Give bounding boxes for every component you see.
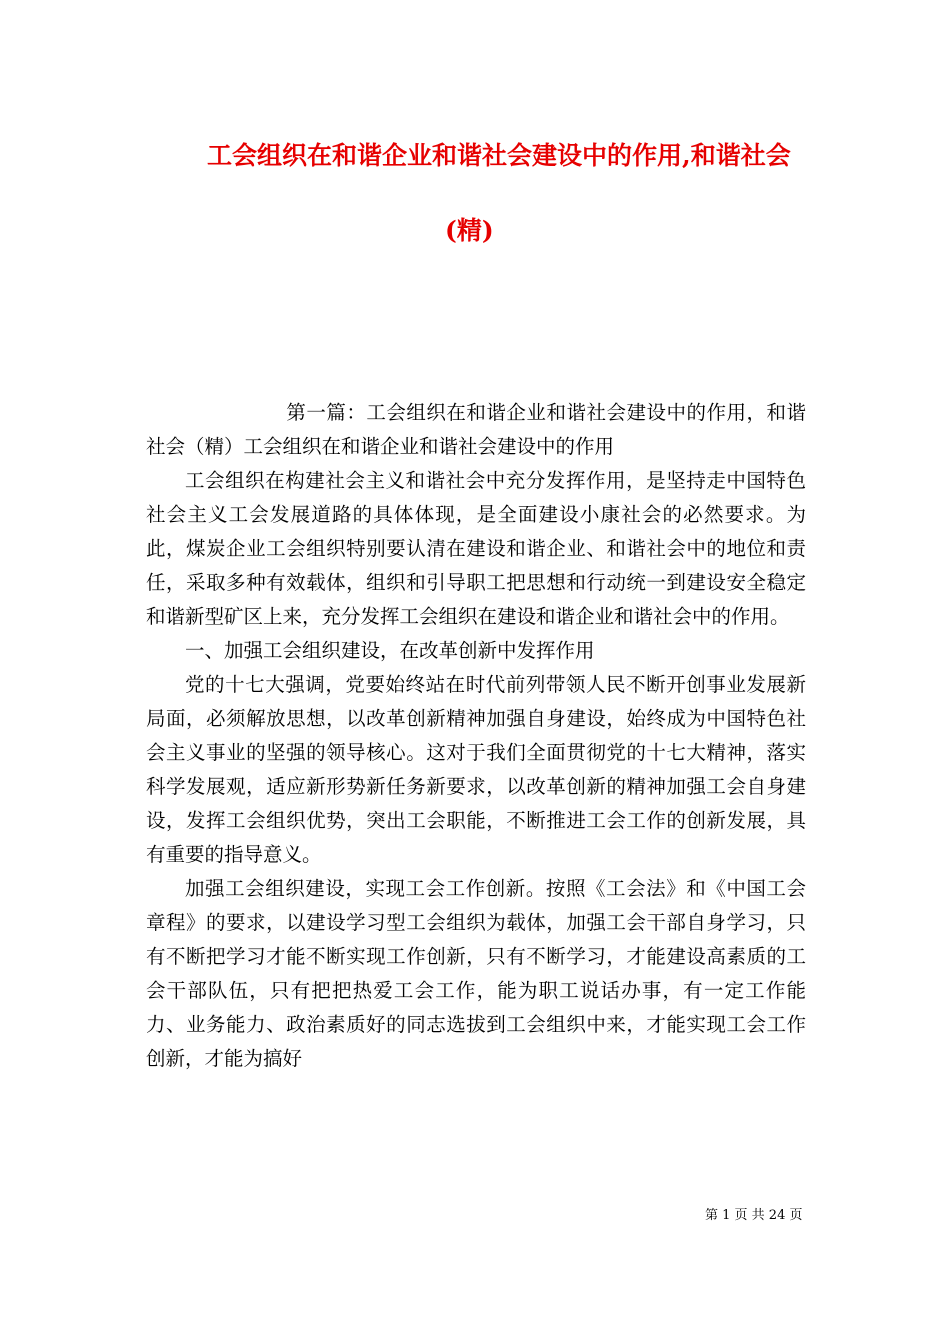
paragraph-3: 党的十七大强调，党要始终站在时代前列带领人民不断开创事业发展新局面，必须解放思想，以改革创新精神加强自身建设，始终成为中国特色社会主义事业的坚强的领导核心。这对于我们全面贯彻党的十七大精神，落实科学发展观，适应新形势新任务新要求，以改革创新的精神加强工会自身建设，发挥工会组织优势，突出工会职能，不断推进工会工作的创新发展，具有重要的指导意义。 xyxy=(146,673,806,866)
paragraph-4: 加强工会组织建设，实现工会工作创新。按照《工会法》和《中国工会章程》的要求，以建设学习型工会组织为载体，加强工会干部自身学习，只有不断把学习才能不断实现工作创新，只有不断学习，才能建设高素质的工会干部队伍，只有把把热爱工会工作，能为职工说话办事，有一定工作能力、业务能力、政治素质好的同志选拔到工会组织中来，才能实现工会工作创新，才能为搞好 xyxy=(146,877,806,1070)
section-heading-1: 一、加强工会组织建设，在改革创新中发挥作用 xyxy=(185,639,595,662)
document-body xyxy=(146,396,806,1076)
paragraph-2: 工会组织在构建社会主义和谐社会中充分发挥作用，是坚持走中国特色社会主义工会发展道路的具体体现，是全面建设小康社会的必然要求。为此，煤炭企业工会组织特别要认清在建设和谐企业、和谐社会中的地位和责任，采取多种有效载体，组织和引导职工把思想和行动统一到建设安全稳定和谐新型矿区上来，充分发挥工会组织在建设和谐企业和谐社会中的作用。 xyxy=(146,469,806,628)
page-number-footer: 第 1 页 共 24 页 xyxy=(705,1208,803,1223)
document-title-line-2: (精) xyxy=(445,216,494,245)
document-title-line-1: 工会组织在和谐企业和谐社会建设中的作用,和谐社会 xyxy=(207,141,791,170)
paragraph-1: 第一篇：工会组织在和谐企业和谐社会建设中的作用，和谐社会（精）工会组织在和谐企业和谐社会建设中的作用 xyxy=(146,401,806,458)
